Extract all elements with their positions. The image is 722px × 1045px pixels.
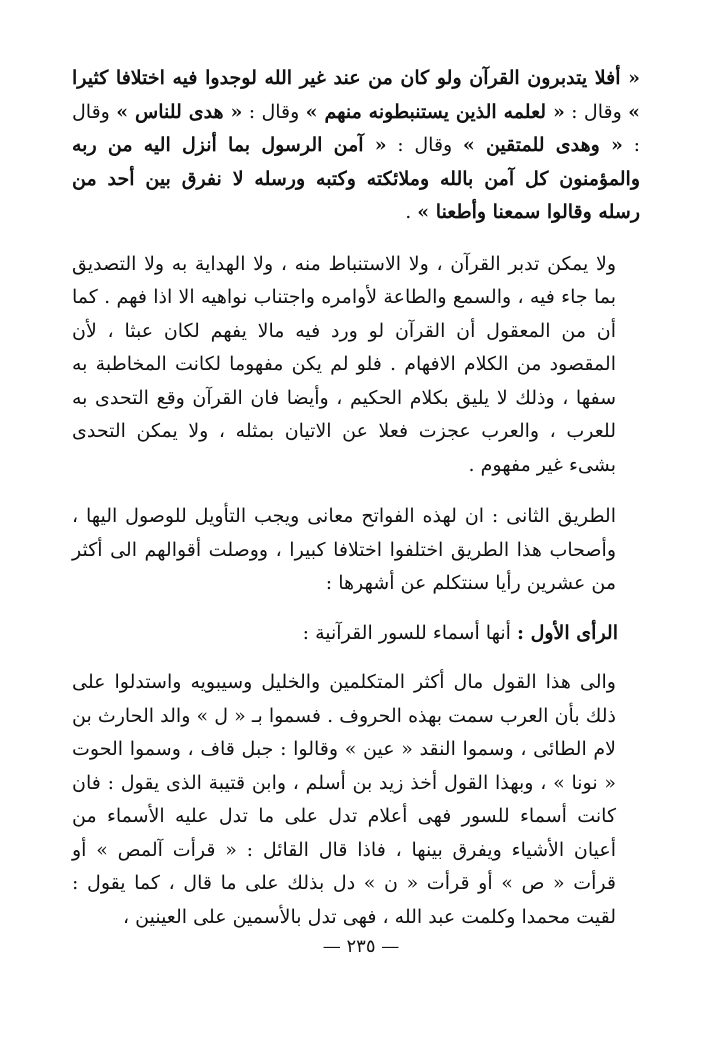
- page-body: [72, 62, 640, 934]
- paragraph-quranic-verses: [72, 62, 640, 230]
- paragraph-understanding: ولا يمكن تدبر القرآن ، ولا الاستنباط منه ، ولا الهداية به ولا التصديق بما جاء فيه ، والسمع والطاعة لأوامره واجتناب نواهيه الا اذا فهم . كما أن من المعقول أن القرآن لو ورد فيه مالا يفهم لكان عبثا ، لأن المقصود من الكلام الافهام . فلو لم يكن مفهوما لكانت المخاطبة به سفها ، وذلك لا يليق بكلام الحكيم ، وأيضا فان القرآن وقع التحدى به للعرب ، والعرب عجزت فعلا عن الاتيان بمثله ، ولا يمكن التحدى بشىء غير مفهوم .: [72, 252, 616, 476]
- verse-quote: « آمن الرسول بما أنزل اليه من ربه والمؤمنون كل آمن بالله وملائكته وكتبه ورسله لا نفرق بين أحد من رسله وقالوا سمعنا وأطعنا »: [72, 134, 640, 223]
- connector-text: وقال :: [564, 100, 629, 123]
- verse-quote: « هدى للناس »: [116, 100, 243, 123]
- verse-quote: « أفلا يتدبرون القرآن ولو كان من عند غير الله لوجدوا فيه اختلافا كثيرا »: [72, 67, 640, 123]
- heading-text: أنها أسماء للسور القرآنية :: [302, 621, 517, 644]
- connector-text: وقال :: [242, 100, 306, 123]
- sentence-end: .: [405, 201, 418, 223]
- connector-text: وقال :: [72, 100, 640, 156]
- paragraph-second-way: الطريق الثانى : ان لهذه الفواتح معانى ويجب التأويل للوصول اليها ، وأصحاب هذا الطريق اختلفوا اختلافا كبيرا ، ووصلت أقوالهم الى أكثر من عشرين رأيا سنتكلم عن أشهرها :: [72, 505, 616, 594]
- connector-text: وقال :: [386, 134, 463, 156]
- section-heading: [72, 617, 640, 651]
- page-number: — ٢٣٥ —: [322, 936, 400, 957]
- verse-quote: « وهدى للمتقين »: [462, 134, 623, 156]
- heading-label: الرأى الأول :: [516, 621, 618, 644]
- verse-quote: « لعلمه الذين يستنبطونه منهم »: [305, 100, 565, 123]
- paragraph-first-opinion: والى هذا القول مال أكثر المتكلمين والخليل وسيبويه واستدلوا على ذلك بأن العرب سمت بهذه الحروف . فسموا بـ « ل » والد الحارث بن لام الطائى ، وسموا النقد « عين » وقالوا : جبل قاف ، وسموا الحوت « نونا » ، وبهذا القول أخذ زيد بن أسلم ، وابن قتيبة الذى يقول : فان كانت أسماء للسور فهى أعلام تدل على ما تدل عليه الأسماء من أعيان الأشياء ويفرق بينها ، فاذا قال القائل : « قرأت آلمص » أو قرأت « ص » أو قرأت « ن » دل بذلك على ما قال ، كما يقول : لقيت محمدا وكلمت عبد الله ، فهى تدل بالأسمين على العينين ،: [72, 671, 616, 928]
